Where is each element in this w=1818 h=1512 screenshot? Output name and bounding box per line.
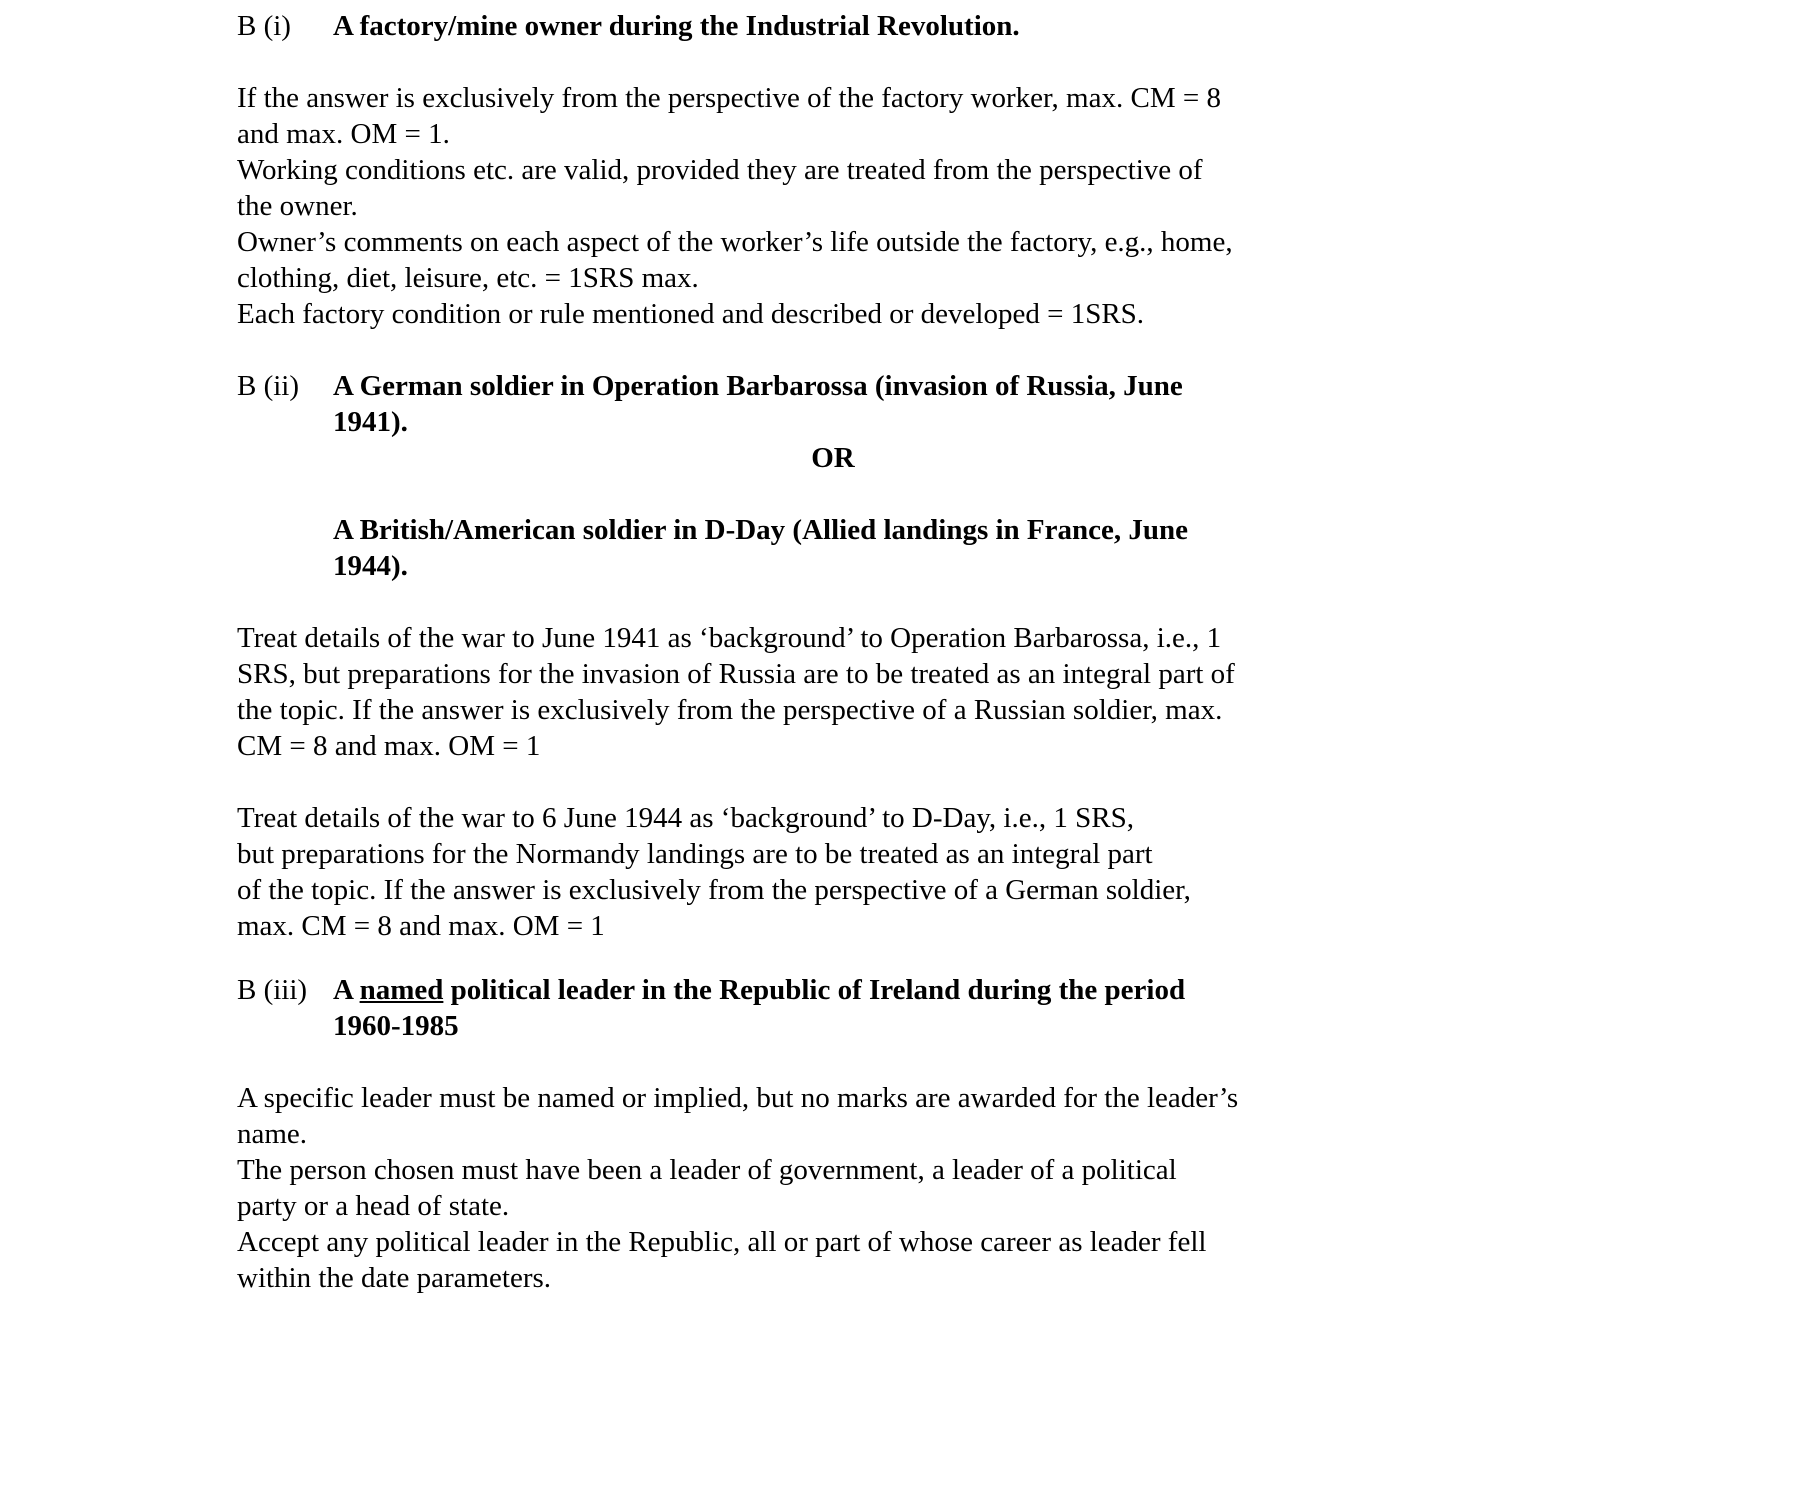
text-line: but preparations for the Normandy landings are to be treated as an integral part (237, 838, 1153, 870)
text-line: name. (237, 1118, 308, 1150)
section-b3-heading (237, 972, 1738, 1044)
section-b3-title (333, 972, 1185, 1044)
section-b2-heading (237, 368, 1738, 440)
heading-line: 1941). (333, 406, 408, 438)
or-separator: OR (811, 442, 855, 474)
text-line: Treat details of the war to June 1941 as ‘background’ to Operation Barbarossa, i.e., 1 (237, 622, 1222, 654)
section-b1-label: B (i) (237, 10, 291, 42)
text-line: clothing, diet, leisure, etc. = 1SRS max. (237, 262, 699, 294)
text-line: within the date parameters. (237, 1262, 552, 1294)
text-line: Working conditions etc. are valid, provided they are treated from the perspective of (237, 154, 1203, 186)
text-line: max. CM = 8 and max. OM = 1 (237, 910, 605, 942)
text-line: A specific leader must be named or implied, but no marks are awarded for the leader’s (237, 1082, 1239, 1114)
section-b2-paragraph-2 (237, 800, 1367, 944)
heading-line (333, 972, 1185, 1008)
text-line: and max. OM = 1. (237, 118, 450, 150)
heading-text-prefix: A (333, 974, 360, 1006)
text-line: SRS, but preparations for the invasion of Russia are to be treated as an integral part of (237, 658, 1235, 690)
text-line: CM = 8 and max. OM = 1 (237, 730, 541, 762)
section-b1-paragraph (237, 80, 1367, 332)
section-b1-heading (237, 8, 1738, 44)
text-line: The person chosen must have been a leader of government, a leader of a political (237, 1154, 1177, 1186)
heading-line: A British/American soldier in D-Day (Allied landings in France, June (333, 514, 1189, 546)
section-b2-alt-title (333, 512, 1343, 584)
section-b3-paragraph (237, 1080, 1367, 1296)
text-line: Accept any political leader in the Republic, all or part of whose career as leader fell (237, 1226, 1207, 1258)
text-line: the owner. (237, 190, 358, 222)
section-b2-paragraph-1 (237, 620, 1367, 764)
section-b2-title (333, 368, 1183, 440)
text-line: the topic. If the answer is exclusively from the perspective of a Russian soldier, max. (237, 694, 1223, 726)
section-b3-label: B (iii) (237, 974, 308, 1006)
text-line: If the answer is exclusively from the perspective of the factory worker, max. CM = 8 (237, 82, 1221, 114)
text-line: Treat details of the war to 6 June 1944 as ‘background’ to D-Day, i.e., 1 SRS, (237, 802, 1134, 834)
heading-text-underlined: named (359, 974, 444, 1006)
text-line: of the topic. If the answer is exclusively from the perspective of a German soldier, (237, 874, 1191, 906)
section-b2-label: B (ii) (237, 370, 300, 402)
heading-line: 1944). (333, 550, 408, 582)
heading-line: 1960-1985 (333, 1010, 459, 1042)
text-line: party or a head of state. (237, 1190, 510, 1222)
heading-text-rest: political leader in the Republic of Ireland during the period (443, 974, 1186, 1006)
text-line: Owner’s comments on each aspect of the worker’s life outside the factory, e.g., home, (237, 226, 1233, 258)
section-b1-title: A factory/mine owner during the Industrial Revolution. (333, 10, 1020, 42)
text-line: Each factory condition or rule mentioned and described or developed = 1SRS. (237, 298, 1145, 330)
heading-line: A German soldier in Operation Barbarossa (invasion of Russia, June (333, 370, 1183, 402)
